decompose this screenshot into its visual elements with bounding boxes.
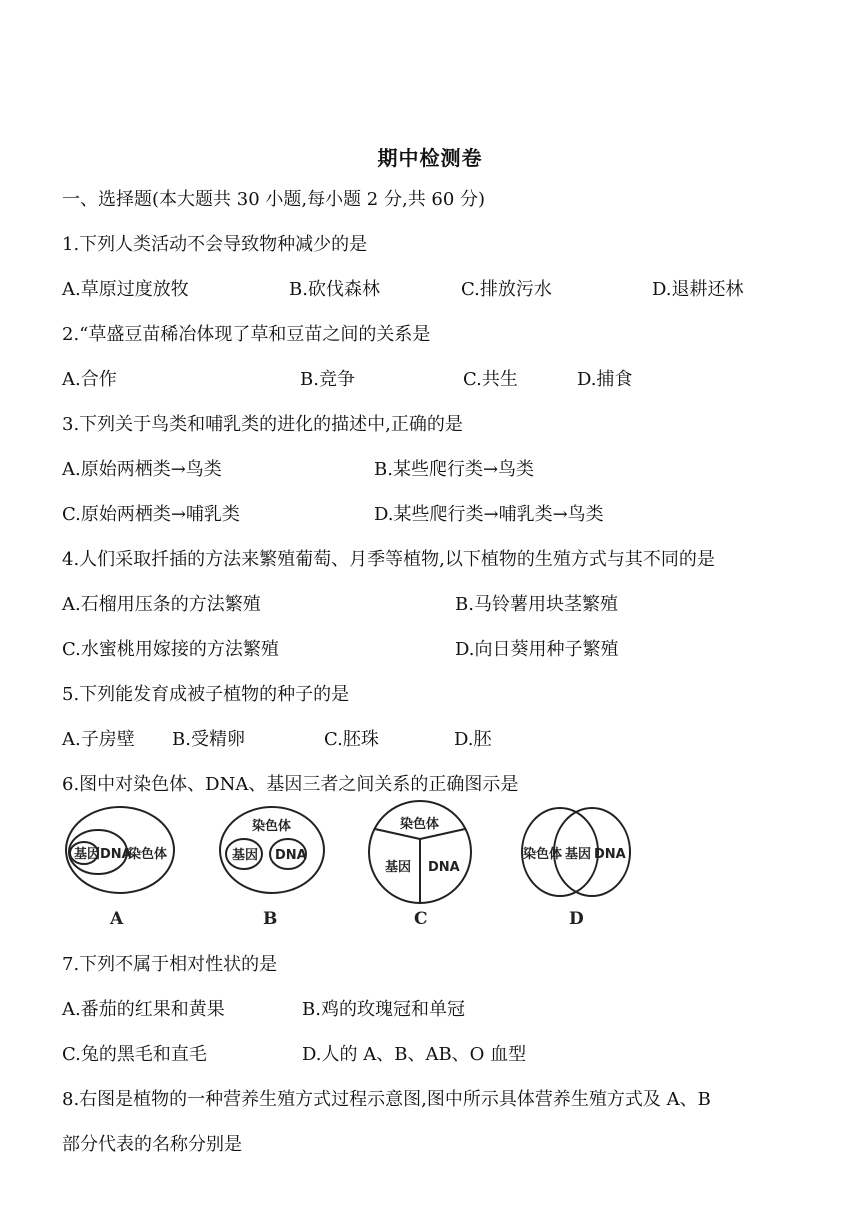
- q7-option-d: D.人的 A、B、AB、O 血型: [302, 1044, 527, 1065]
- q5-option-b: B.受精卵: [172, 729, 245, 750]
- q2-option-d: D.捕食: [577, 369, 633, 390]
- q5-option-c: C.胚珠: [324, 729, 379, 750]
- q1-option-c: C.排放污水: [461, 279, 552, 300]
- question-2-stem: 2.“草盛豆苗稀冶体现了草和豆苗之间的关系是: [62, 324, 431, 345]
- diagram-label-b: B: [263, 909, 278, 929]
- q5-option-d: D.胚: [454, 729, 492, 750]
- q4-option-a: A.石榴用压条的方法繁殖: [62, 594, 261, 615]
- question-7-stem: 7.下列不属于相对性状的是: [62, 954, 278, 975]
- question-1-stem: 1.下列人类活动不会导致物种减少的是: [62, 234, 368, 255]
- diagram-label-a: A: [110, 909, 124, 929]
- q2-option-a: A.合作: [62, 369, 117, 390]
- diagram-b-dna-label: DNA: [275, 848, 307, 863]
- q7-option-b: B.鸡的玫瑰冠和单冠: [302, 999, 465, 1020]
- q1-option-b: B.砍伐森林: [289, 279, 380, 300]
- q4-option-d: D.向日葵用种子繁殖: [455, 639, 619, 660]
- diagram-a-dna-label: DNA: [100, 847, 132, 862]
- q5-option-a: A.子房壁: [62, 729, 135, 750]
- question-3-stem: 3.下列关于鸟类和哺乳类的进化的描述中,正确的是: [62, 414, 463, 435]
- q7-option-a: A.番茄的红果和黄果: [62, 999, 225, 1020]
- q3-option-b: B.某些爬行类→鸟类: [374, 459, 535, 480]
- diagram-label-c: C: [414, 909, 428, 929]
- question-8-stem-continued: 部分代表的名称分别是: [62, 1134, 242, 1155]
- q3-option-c: C.原始两栖类→哺乳类: [62, 504, 240, 525]
- diagram-c-gene-label: 基因: [385, 860, 412, 875]
- q2-option-c: C.共生: [463, 369, 518, 390]
- diagram-label-d: D: [569, 909, 584, 929]
- q4-option-b: B.马铃薯用块茎繁殖: [455, 594, 618, 615]
- diagram-d-dna-label: DNA: [594, 847, 626, 862]
- question-4-stem: 4.人们采取扦插的方法来繁殖葡萄、月季等植物,以下植物的生殖方式与其不同的是: [62, 549, 715, 570]
- page-title: 期中检测卷: [377, 146, 483, 170]
- gene-dna-chromosome-diagrams: [62, 802, 642, 930]
- question-5-stem: 5.下列能发育成被子植物的种子的是: [62, 684, 350, 705]
- question-8-stem: 8.右图是植物的一种营养生殖方式过程示意图,图中所示具体营养生殖方式及 A、B: [62, 1089, 711, 1110]
- q3-option-d: D.某些爬行类→哺乳类→鸟类: [374, 504, 604, 525]
- diagram-b-chromosome-label: 染色体: [252, 819, 292, 834]
- diagram-d-gene-label: 基因: [565, 847, 592, 862]
- q1-option-d: D.退耕还林: [652, 279, 744, 300]
- q1-option-a: A.草原过度放牧: [62, 279, 189, 300]
- diagram-d-chromosome-label: 染色体: [523, 847, 563, 862]
- diagram-a-chromosome-label: 染色体: [128, 847, 168, 862]
- diagram-a-gene-label: 基因: [74, 847, 101, 862]
- q2-option-b: B.竞争: [300, 369, 355, 390]
- diagram-c-dna-label: DNA: [428, 860, 460, 875]
- section-heading: 一、选择题(本大题共 30 小题,每小题 2 分,共 60 分): [62, 189, 486, 210]
- q7-option-c: C.兔的黑毛和直毛: [62, 1044, 207, 1065]
- question-6-stem: 6.图中对染色体、DNA、基因三者之间关系的正确图示是: [62, 774, 519, 795]
- q4-option-c: C.水蜜桃用嫁接的方法繁殖: [62, 639, 279, 660]
- q3-option-a: A.原始两栖类→鸟类: [62, 459, 222, 480]
- diagram-b-gene-label: 基因: [232, 848, 259, 863]
- diagram-c-chromosome-label: 染色体: [400, 817, 440, 832]
